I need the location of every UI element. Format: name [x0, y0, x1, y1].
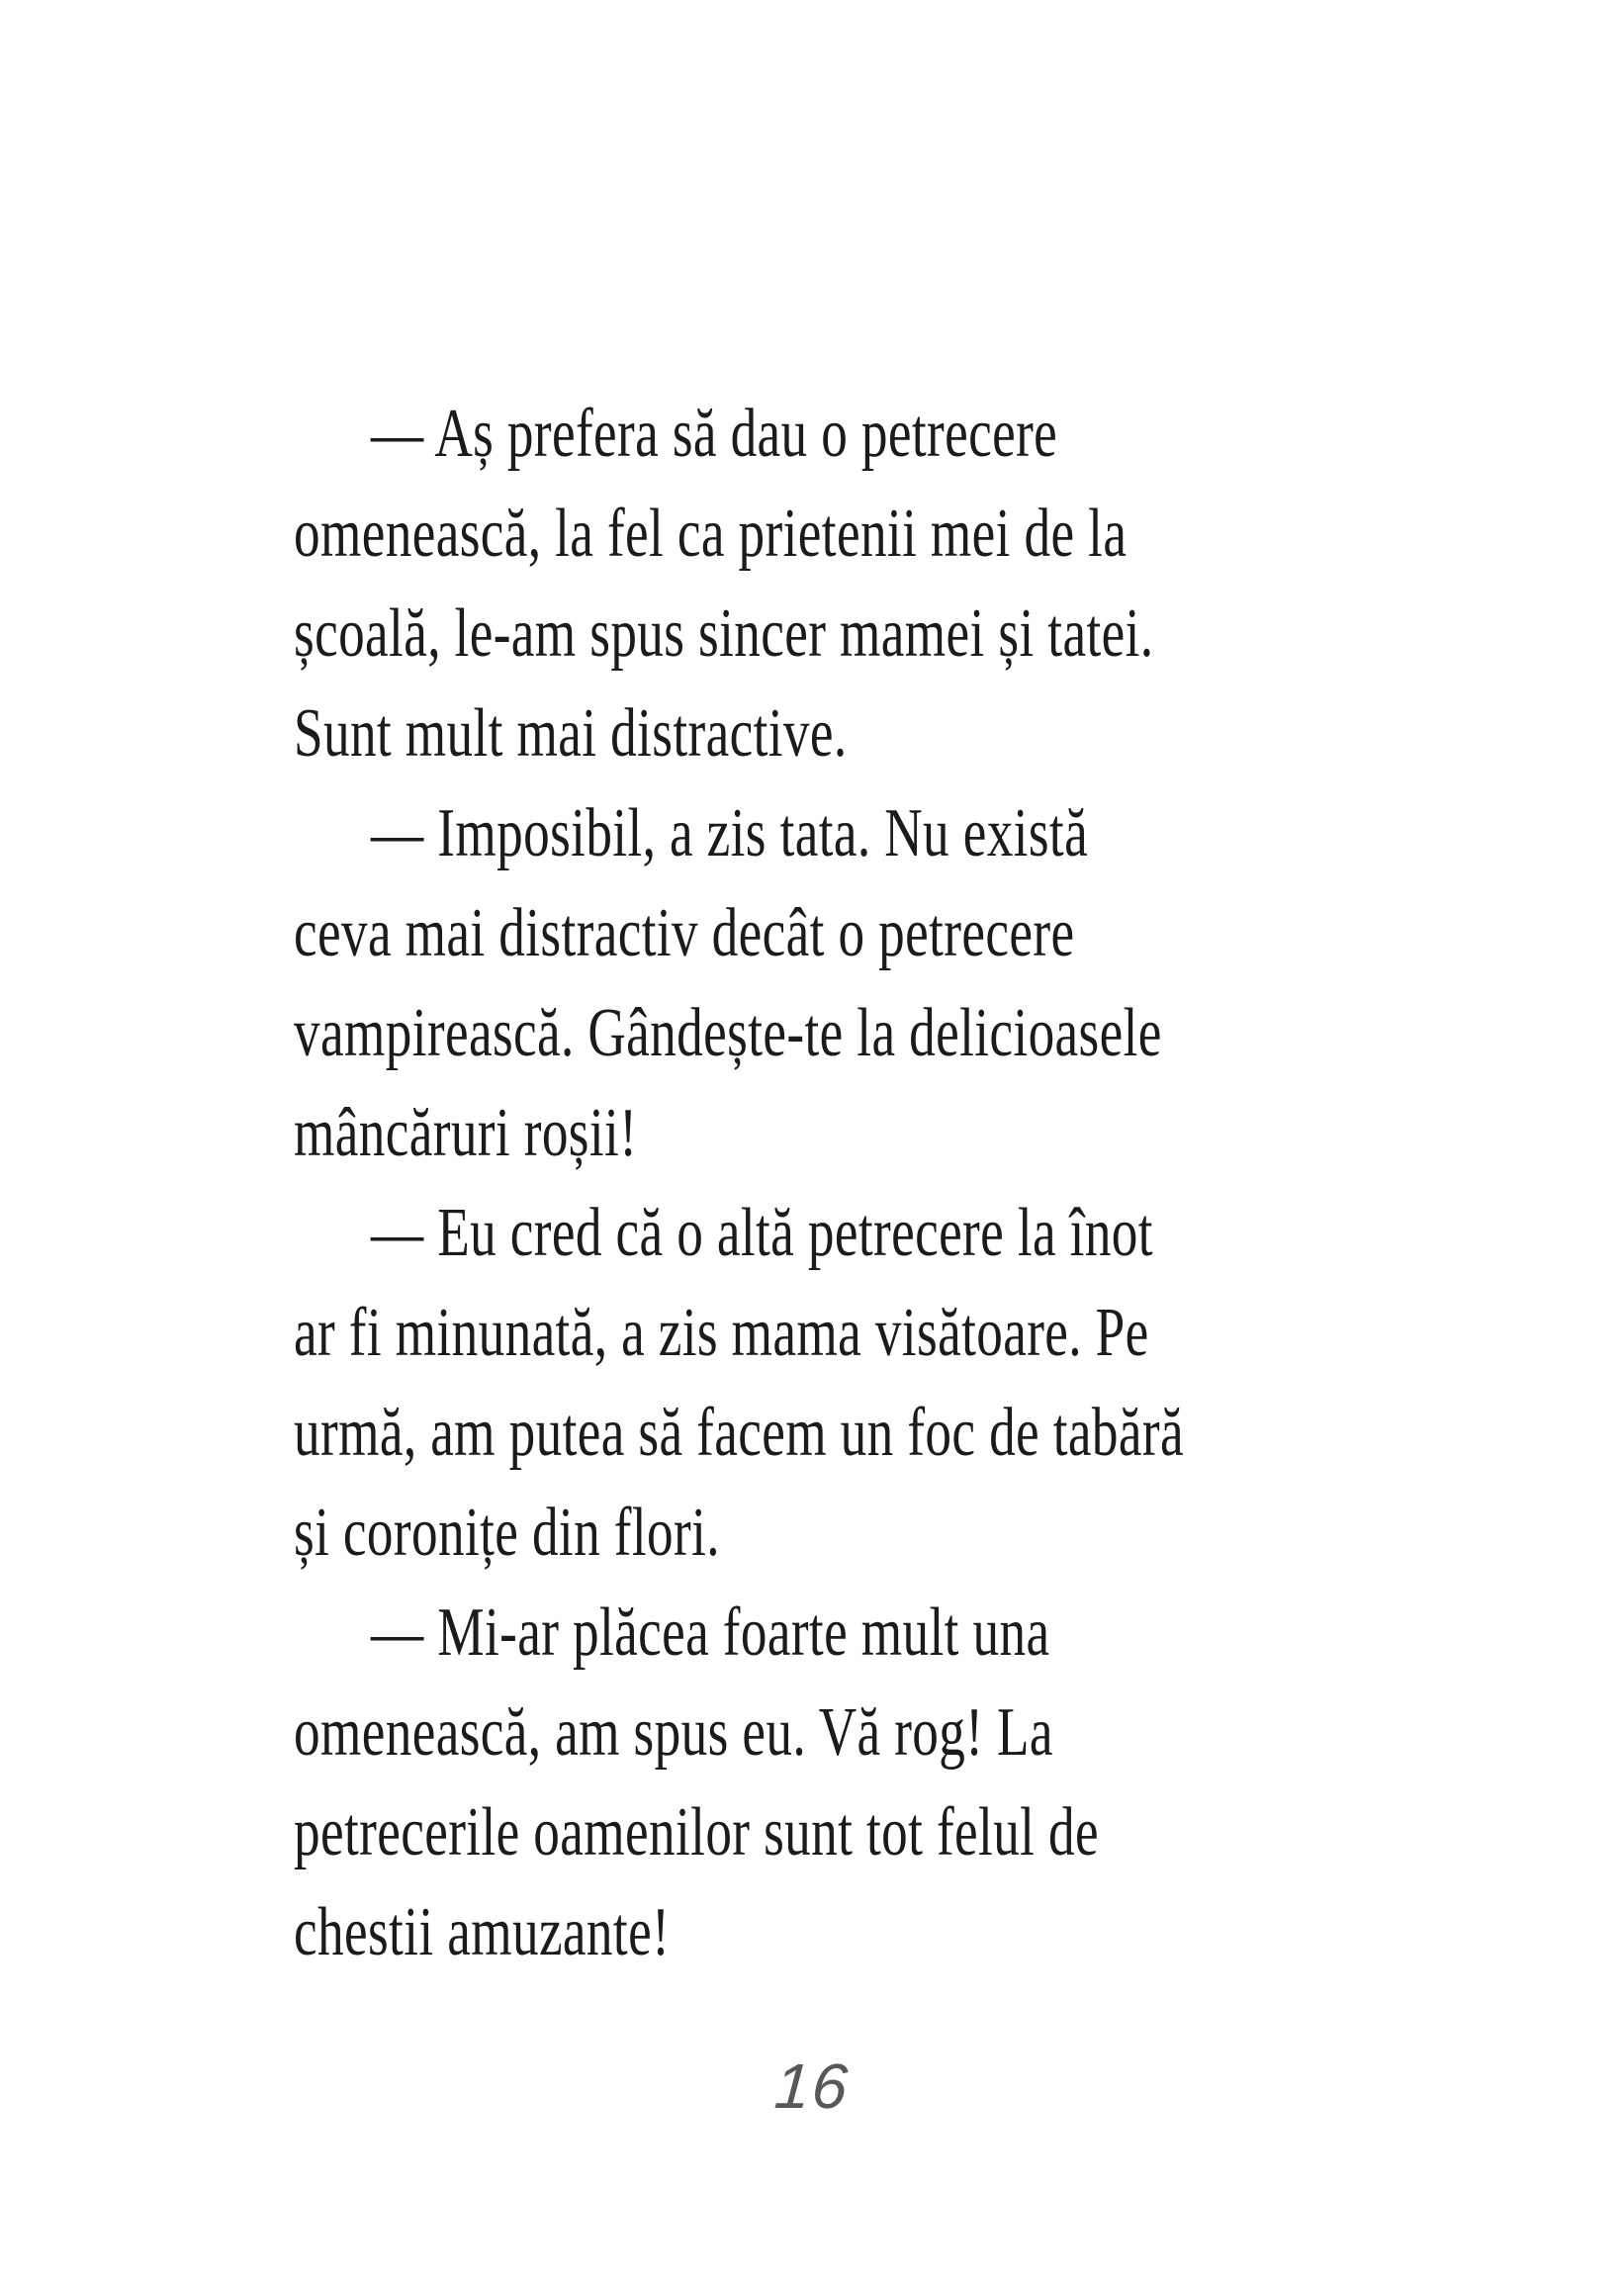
text-line: ceva mai distractiv decât o petrecere	[294, 895, 1075, 971]
text-line: mâncăruri roșii!	[294, 1095, 638, 1171]
text-line: vampirească. Gândește-te la delicioasele	[294, 995, 1162, 1071]
text-line: — Imposibil, a zis tata. Nu există	[371, 795, 1089, 871]
text-line: — Mi-ar plăcea foarte mult una	[371, 1595, 1050, 1671]
text-line: urmă, am putea să facem un foc de tabără	[294, 1395, 1184, 1471]
paragraph	[294, 783, 1382, 1183]
paragraph	[294, 1583, 1382, 1982]
text-line: petrecerile oamenilor sunt tot felul de	[294, 1794, 1099, 1870]
text-line: ar fi minunată, a zis mama visătoare. Pe	[294, 1295, 1149, 1371]
text-line: — Aș prefera să dau o petrecere	[371, 396, 1058, 472]
text-line: chestii amuzante!	[294, 1894, 671, 1970]
text-block	[294, 384, 1382, 1982]
text-line: omenească, am spus eu. Vă rog! La	[294, 1694, 1053, 1771]
text-line: Sunt mult mai distractive.	[294, 695, 848, 772]
paragraph	[294, 1183, 1382, 1583]
text-line: — Eu cred că o altă petrecere la înot	[371, 1195, 1153, 1271]
page-number: 16	[771, 2050, 853, 2122]
text-line: și coronițe din flori.	[294, 1495, 720, 1571]
text-line: omenească, la fel ca prietenii mei de la	[294, 496, 1128, 572]
text-line: școală, le-am spus sincer mamei și tatei.	[294, 595, 1154, 672]
paragraph	[294, 384, 1382, 783]
